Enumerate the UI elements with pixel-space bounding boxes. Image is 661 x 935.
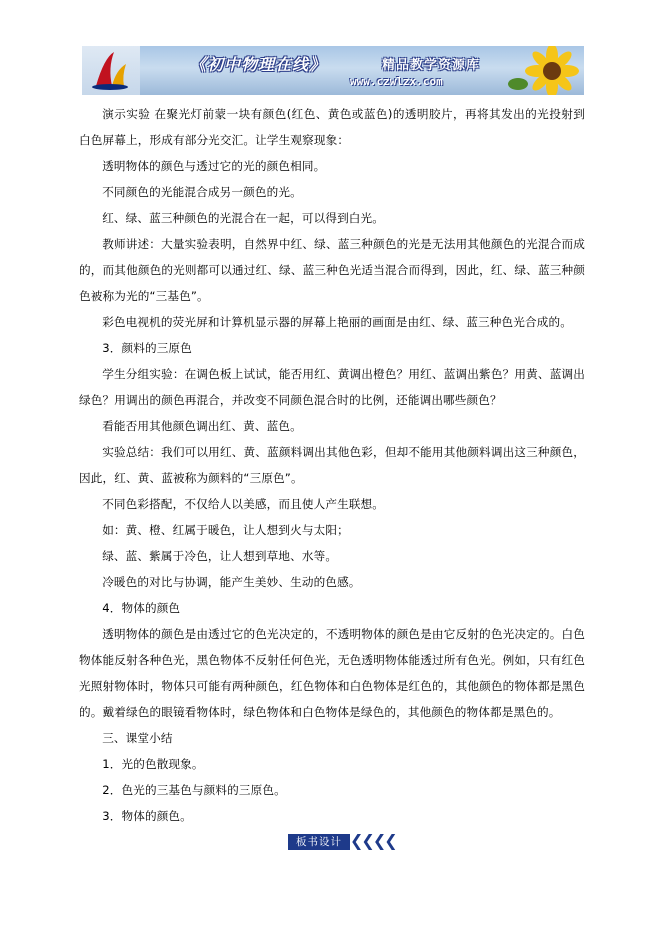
paragraph-observation-3: 红、绿、蓝三种颜色的光混合在一起，可以得到白光。 (102, 211, 385, 225)
paragraph-experiment-summary: 实验总结：我们可以用红、黄、蓝颜料调出其他色彩，但却不能用其他颜料调出这三种颜色，因此，红、黄、蓝被称为颜料的“三原色”。 (79, 445, 585, 485)
paragraph-object-color: 透明物体的颜色是由透过它的色光决定的，不透明物体的颜色是由它反射的色光决定的。白色物体能反射各种色光，黑色物体不反射任何色光，无色透明物体能透过所有色光。例如，只有红色光照射物体时，物体只可能有两种颜色，红色物体和白色物体是红色的，其他颜色的物体都是黑色的。戴着绿色的眼镜看物体时，绿色物体和白色物体是绿色的，其他颜色的物体都是黑色的。 (79, 627, 585, 719)
section-heading-pigment: 3．颜料的三原色 (102, 341, 192, 355)
section-heading-summary: 三、课堂小结 (102, 731, 173, 745)
summary-item-3: 3．物体的颜色。 (102, 809, 192, 823)
paragraph-question: 看能否用其他颜色调出红、黄、蓝色。 (102, 419, 302, 433)
banner-title: 《初中物理在线》 (190, 55, 327, 74)
banner-subtitle: 精品教学资源库 (382, 58, 481, 73)
chevron-left-icon: ❮❮❮❮ (350, 831, 396, 850)
paragraph-contrast: 冷暖色的对比与协调，能产生美妙、生动的色感。 (102, 575, 361, 589)
banner-url[interactable]: www.czwlzx.com (350, 75, 443, 88)
paragraph-tv-screen: 彩色电视机的荧光屏和计算机显示器的屏幕上艳丽的画面是由红、绿、蓝三种色光合成的。 (102, 315, 572, 329)
board-design-label: 板书设计 (288, 834, 350, 850)
summary-item-2: 2．色光的三基色与颜料的三原色。 (102, 783, 286, 797)
paragraph-teacher-explanation: 教师讲述：大量实验表明，自然界中红、绿、蓝三种颜色的光是无法用其他颜色的光混合而成的，而其他颜色的光则都可以通过红、绿、蓝三种色光适当混合而得到，因此，红、绿、蓝三种颜色被称为光的“三基色”。 (79, 237, 585, 303)
paragraph-warm-colors: 如：黄、橙、红属于暖色，让人想到火与太阳； (102, 523, 349, 537)
header-banner (82, 46, 584, 95)
paragraph-color-matching: 不同色彩搭配，不仅给人以美感，而且使人产生联想。 (102, 497, 385, 511)
paragraph-group-experiment: 学生分组实验：在调色板上试试，能否用红、黄调出橙色？用红、蓝调出紫色？用黄、蓝调出绿色？用调出的颜色再混合，并改变不同颜色混合时的比例，还能调出哪些颜色？ (79, 367, 585, 407)
paragraph-cool-colors: 绿、蓝、紫属于冷色，让人想到草地、水等。 (102, 549, 338, 563)
section-heading-object-color: 4．物体的颜色 (102, 601, 181, 615)
paragraph-observation-2: 不同颜色的光能混合成另一颜色的光。 (102, 185, 302, 199)
sunflower-image (504, 46, 584, 95)
logo (82, 46, 140, 95)
document-body (79, 101, 585, 829)
paragraph-demo-experiment: 演示实验 在聚光灯前蒙一块有颜色(红色、黄色或蓝色)的透明胶片，再将其发出的光投射到白色屏幕上，形成有部分光交汇。让学生观察现象： (79, 107, 585, 147)
summary-item-1: 1．光的色散现象。 (102, 757, 204, 771)
paragraph-observation-1: 透明物体的颜色与透过它的光的颜色相同。 (102, 159, 326, 173)
